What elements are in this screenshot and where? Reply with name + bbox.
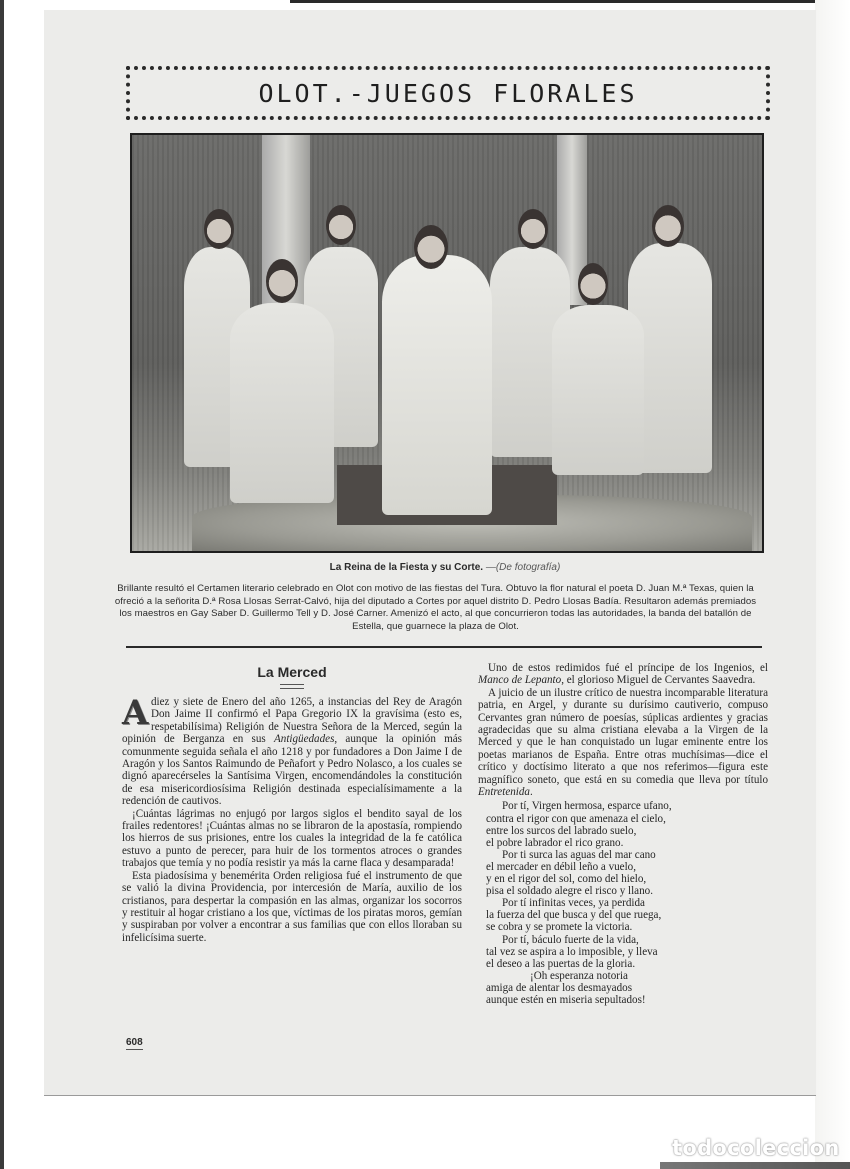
figure-head xyxy=(204,209,234,249)
scan-bottom-edge xyxy=(660,1162,850,1169)
caption-text: La Reina de la Fiesta y su Corte. xyxy=(329,562,484,573)
poem-line: pisa el soldado alegre el risco y llano. xyxy=(486,885,653,898)
figure-head xyxy=(652,205,684,247)
poem-line: se cobra y se promete la victoria. xyxy=(486,921,633,934)
paragraph-text: . xyxy=(529,786,533,799)
watermark-logo: todocoleccion xyxy=(672,1136,840,1160)
title-frame xyxy=(126,66,770,120)
figure-head xyxy=(266,259,298,303)
article-paragraph: Esta piadosísima y benemérita Orden religiosa fué el instrumento de que se valió la divina Providencia, por intercesión de María, auxilio de los cristianos, para despertar la compasión en las almas, organizar los socorros y restituir al hogar cristiano a los que, víctimas de los piratas moros, gemían y suspiraban por volver a encontrar a sus familias que con ellos lloraban su infelicísima suerte. xyxy=(122,869,462,944)
italic-title: Entretenida xyxy=(478,786,530,799)
paragraph-text: A juicio de un ilustre crítico de nuestra incomparable literatura patria, en Argel, y durante su durísimo cautiverio, compuso Cervantes gran número de poesías, súplicas ardientes y gracias agradecidas que su alma cristiana elevaba a la Virgen de la Merced y que le han conquistado un lugar eminente entre los poetas marianos de España. Entre otras muchísimas—dice el crítico y doctísimo literato a que nos referimos—figura este magnífico soneto, que está en su comedia que lleva por título xyxy=(478,686,768,786)
caption-credit: —(De fotografía) xyxy=(485,562,561,573)
poem-line: Por tí, báculo fuerte de la vida, xyxy=(502,933,639,946)
poem-line: la fuerza del que busca y del que ruega, xyxy=(486,909,662,922)
page-number: 608 xyxy=(126,1037,143,1048)
article-paragraph xyxy=(478,687,768,799)
italic-title: Manco de Lepanto xyxy=(478,674,562,687)
dropcap: A xyxy=(122,693,149,733)
article-paragraph xyxy=(122,693,462,808)
scan-right-margin xyxy=(815,0,850,1169)
poem-line: el mercader en débil leño a vuelo, xyxy=(486,860,637,873)
poem-line: y en el rigor del sol, como del hielo, xyxy=(486,873,647,886)
figure-head xyxy=(578,263,608,305)
paragraph-text: , el glorioso Miguel de Cervantes Saavedra. xyxy=(561,674,756,687)
figure-seated-right xyxy=(552,305,644,475)
poem-line: ¡Oh esperanza notoria xyxy=(530,969,628,982)
figure-head xyxy=(518,209,548,249)
page-title: OLOT.-JUEGOS FLORALES xyxy=(258,78,638,108)
paragraph-text: , aunque la opinión más comunmente seguida señala el año 1218 y por fundadores a Don Jaime I de Aragón y los Santos Raimundo de Peñafort y Pedro Nolasco, a los cuales se dignó aparecérseles la Santísima Virgen, encomendándoles la constitución de esa misericordiosísima Religión destinada especialísimamente a la redención de cautivos. xyxy=(122,733,462,808)
article-heading: La Merced xyxy=(257,664,327,680)
poem-line: entre los surcos del labrado suelo, xyxy=(486,824,637,837)
photo-caption xyxy=(130,562,760,573)
figure-head xyxy=(326,205,356,245)
poem-line: el deseo a las puertas de la gloria. xyxy=(486,957,636,970)
scan-top-edge xyxy=(290,0,850,3)
poem-line: Por tí, Virgen hermosa, esparce ufano, xyxy=(502,800,672,813)
article-paragraph: ¡Cuántas lágrimas no enjugó por largos siglos el bendito sayal de los frailes redentores! ¡Cuántas almas no se libraron de la apostasía, rompiendo los hierros de sus prisiones, entre los cuales la integridad de la fe católica estuvo a punto de perecer, para huir de los tormentos atroces o grandes trabajos que temía y no podía resistir ya más la carne flaca y desamparada! xyxy=(122,807,462,870)
figure-head xyxy=(414,225,448,269)
poem-line: aunque estén en miseria sepultados! xyxy=(486,993,646,1006)
poem-line: Por tí infinitas veces, ya perdida xyxy=(502,897,645,910)
article-column-right xyxy=(478,662,768,1006)
italic-title: Antigüedades xyxy=(274,733,335,746)
section-divider xyxy=(126,646,762,648)
article-paragraph xyxy=(478,662,768,687)
paragraph-text: Uno de estos redimidos fué el príncipe de los Ingenios, el xyxy=(488,662,768,674)
figure-seated-left xyxy=(230,303,334,503)
heading-ornament xyxy=(280,684,304,689)
paragraph-text: diez y siete de Enero del año 1265, a instancias del Rey de Aragón Don Jaime II confirmó el Papa Gregorio IX la gravísima (esto es, respetabilísima) Religión de Nuestra Señora de la Merced, según la opinión de Berganza en sus xyxy=(122,696,462,746)
sonnet xyxy=(486,800,768,1006)
poem-line: amiga de alentar los desmayados xyxy=(486,981,633,994)
scan-left-edge xyxy=(0,0,4,1169)
lead-paragraph: Brillante resultó el Certamen literario celebrado en Olot con motivo de las fiestas del Tura. Obtuvo la flor natural el poeta D. Juan M.ª Texas, quien la ofreció a la señorita D.ª Rosa Llosas Serrat-Calvó, hija del diputado a Cortes por aquel distrito D. Pedro Llosas Badía. Resultaron además premiados los maestros en Gay Saber D. Guillermo Tell y D. José Carner. Amenizó el acto, al que concurrieron todas las autoridades, la banda del batallón de Estella, que guarnece la plaza de Olot. xyxy=(114,583,757,632)
photo xyxy=(130,133,764,553)
poem-line: tal vez se aspira a lo imposible, y lleva xyxy=(486,945,658,958)
poem-line: Por ti surca las aguas del mar cano xyxy=(502,848,656,861)
figure-queen xyxy=(382,255,492,515)
poem-line: contra el rigor con que amenaza el cielo, xyxy=(486,812,666,825)
article-column-left xyxy=(122,662,462,944)
poem-line: el pobre labrador el rico grano. xyxy=(486,836,624,849)
